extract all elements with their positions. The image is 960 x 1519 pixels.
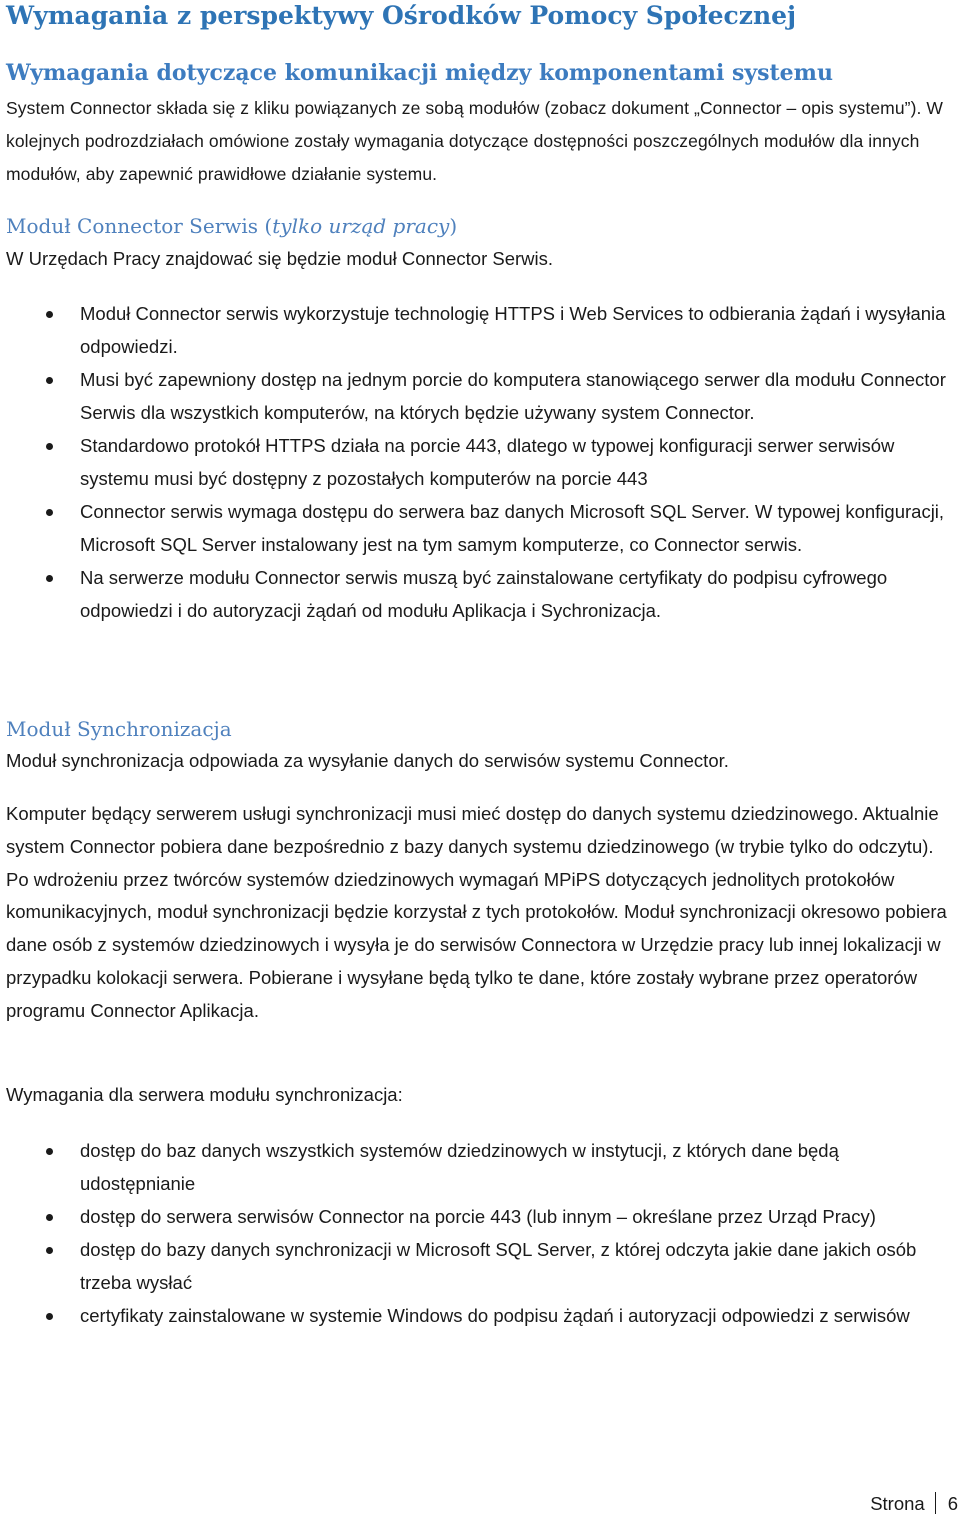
list-item-text: Connector serwis wymaga dostępu do serwera baz danych Microsoft SQL Server. W typowej konfiguracji, Microsoft SQL Server instalowany jest na tym samym komputerze, co Connector serwis. (80, 501, 945, 555)
serwis-heading-close: ) (449, 214, 458, 238)
page-title: Wymagania z perspektywy Ośrodków Pomocy Społecznej (6, 1, 797, 30)
list-item (0, 297, 960, 363)
bullet-icon (46, 377, 53, 384)
serwis-heading-text: Moduł Connector Serwis ( (6, 214, 273, 238)
bullet-icon (46, 443, 53, 450)
section-intro-paragraph: System Connector składa się z kliku powiązanych ze sobą modułów (zobacz dokument „Connector – opis systemu”). W kolejnych podrozdziałach omówione zostały wymagania dotyczące dostępności poszczególnych modułów dla innych modułów, aby zapewnić prawidłowe działanie systemu. (6, 98, 944, 184)
list-item-text: Na serwerze modułu Connector serwis muszą być zainstalowane certyfikaty do podpisu cyfrowego odpowiedzi i do autoryzacji żądań od modułu Aplikacja i Sychronizacja. (80, 567, 888, 621)
bullet-icon (46, 1247, 53, 1254)
sync-requirements-list (0, 1134, 960, 1332)
list-item-text: Moduł Connector serwis wykorzystuje technologię HTTPS i Web Services to odbierania żądań i wysyłania odpowiedzi. (80, 303, 946, 357)
sync-intro-paragraph: Moduł synchronizacja odpowiada za wysyłanie danych do serwisów systemu Connector. (6, 750, 729, 771)
list-item-text: dostęp do serwera serwisów Connector na porcie 443 (lub innym – określane przez Urząd Pracy) (80, 1206, 876, 1227)
section-heading-communication: Wymagania dotyczące komunikacji między komponentami systemu (6, 60, 833, 86)
list-item (0, 561, 960, 627)
list-item (0, 429, 960, 495)
list-item-text: Musi być zapewniony dostęp na jednym porcie do komputera stanowiącego serwer dla modułu Connector Serwis dla wszystkich komputerów, na których będzie używany system Connector. (80, 369, 946, 423)
footer-page-label: Strona (870, 1493, 925, 1514)
subsection-heading-sync: Moduł Synchronizacja (6, 717, 232, 741)
list-item-text: dostęp do baz danych wszystkich systemów dziedzinowych w instytucji, z których dane będą udostępnianie (80, 1140, 839, 1194)
sync-requirements-label: Wymagania dla serwera modułu synchronizacja: (6, 1084, 403, 1105)
bullet-icon (46, 311, 53, 318)
list-item (0, 1299, 960, 1332)
footer-divider (935, 1492, 936, 1514)
bullet-icon (46, 1313, 53, 1320)
subsection-heading-serwis (6, 212, 457, 240)
list-item (0, 495, 960, 561)
list-item (0, 1134, 960, 1200)
list-item-text: certyfikaty zainstalowane w systemie Windows do podpisu żądań i autoryzacji odpowiedzi z serwisów (80, 1305, 910, 1326)
list-item (0, 1200, 960, 1233)
footer-page-number: 6 (947, 1493, 958, 1514)
sync-body-paragraph: Komputer będący serwerem usługi synchronizacji musi mieć dostęp do danych systemu dziedzinowego. Aktualnie system Connector pobiera dane bezpośrednio z bazy danych systemu dziedzinowego (w trybie tylko do odczytu). Po wdrożeniu przez twórców systemów dziedzinowych wymagań MPiPS dotyczących jednolitych protokołów komunikacyjnych, moduł synchronizacji będzie korzystał z tych protokołów. Moduł synchronizacji okresowo pobiera dane osób z systemów dziedzinowych i wysyła je do serwisów Connectora w Urzędzie pracy lub innej lokalizacji w przypadku kolokacji serwera. Pobierane i wysyłane będą tylko te dane, które zostały wybrane przez operatorów programu Connector Aplikacja. (6, 803, 947, 1021)
bullet-icon (46, 1148, 53, 1155)
page-footer (870, 1490, 958, 1518)
bullet-icon (46, 509, 53, 516)
list-item (0, 1233, 960, 1299)
list-item-text: Standardowo protokół HTTPS działa na porcie 443, dlatego w typowej konfiguracji serwer serwisów systemu musi być dostępny z pozostałych komputerów na porcie 443 (80, 435, 895, 489)
bullet-icon (46, 575, 53, 582)
list-item-text: dostęp do bazy danych synchronizacji w Microsoft SQL Server, z której odczyta jakie dane jakich osób trzeba wysłać (80, 1239, 917, 1293)
list-item (0, 363, 960, 429)
bullet-icon (46, 1214, 53, 1221)
serwis-requirements-list (0, 297, 960, 627)
serwis-intro-paragraph: W Urzędach Pracy znajdować się będzie moduł Connector Serwis. (6, 248, 554, 269)
serwis-heading-italic: tylko urząd pracy (272, 214, 450, 238)
